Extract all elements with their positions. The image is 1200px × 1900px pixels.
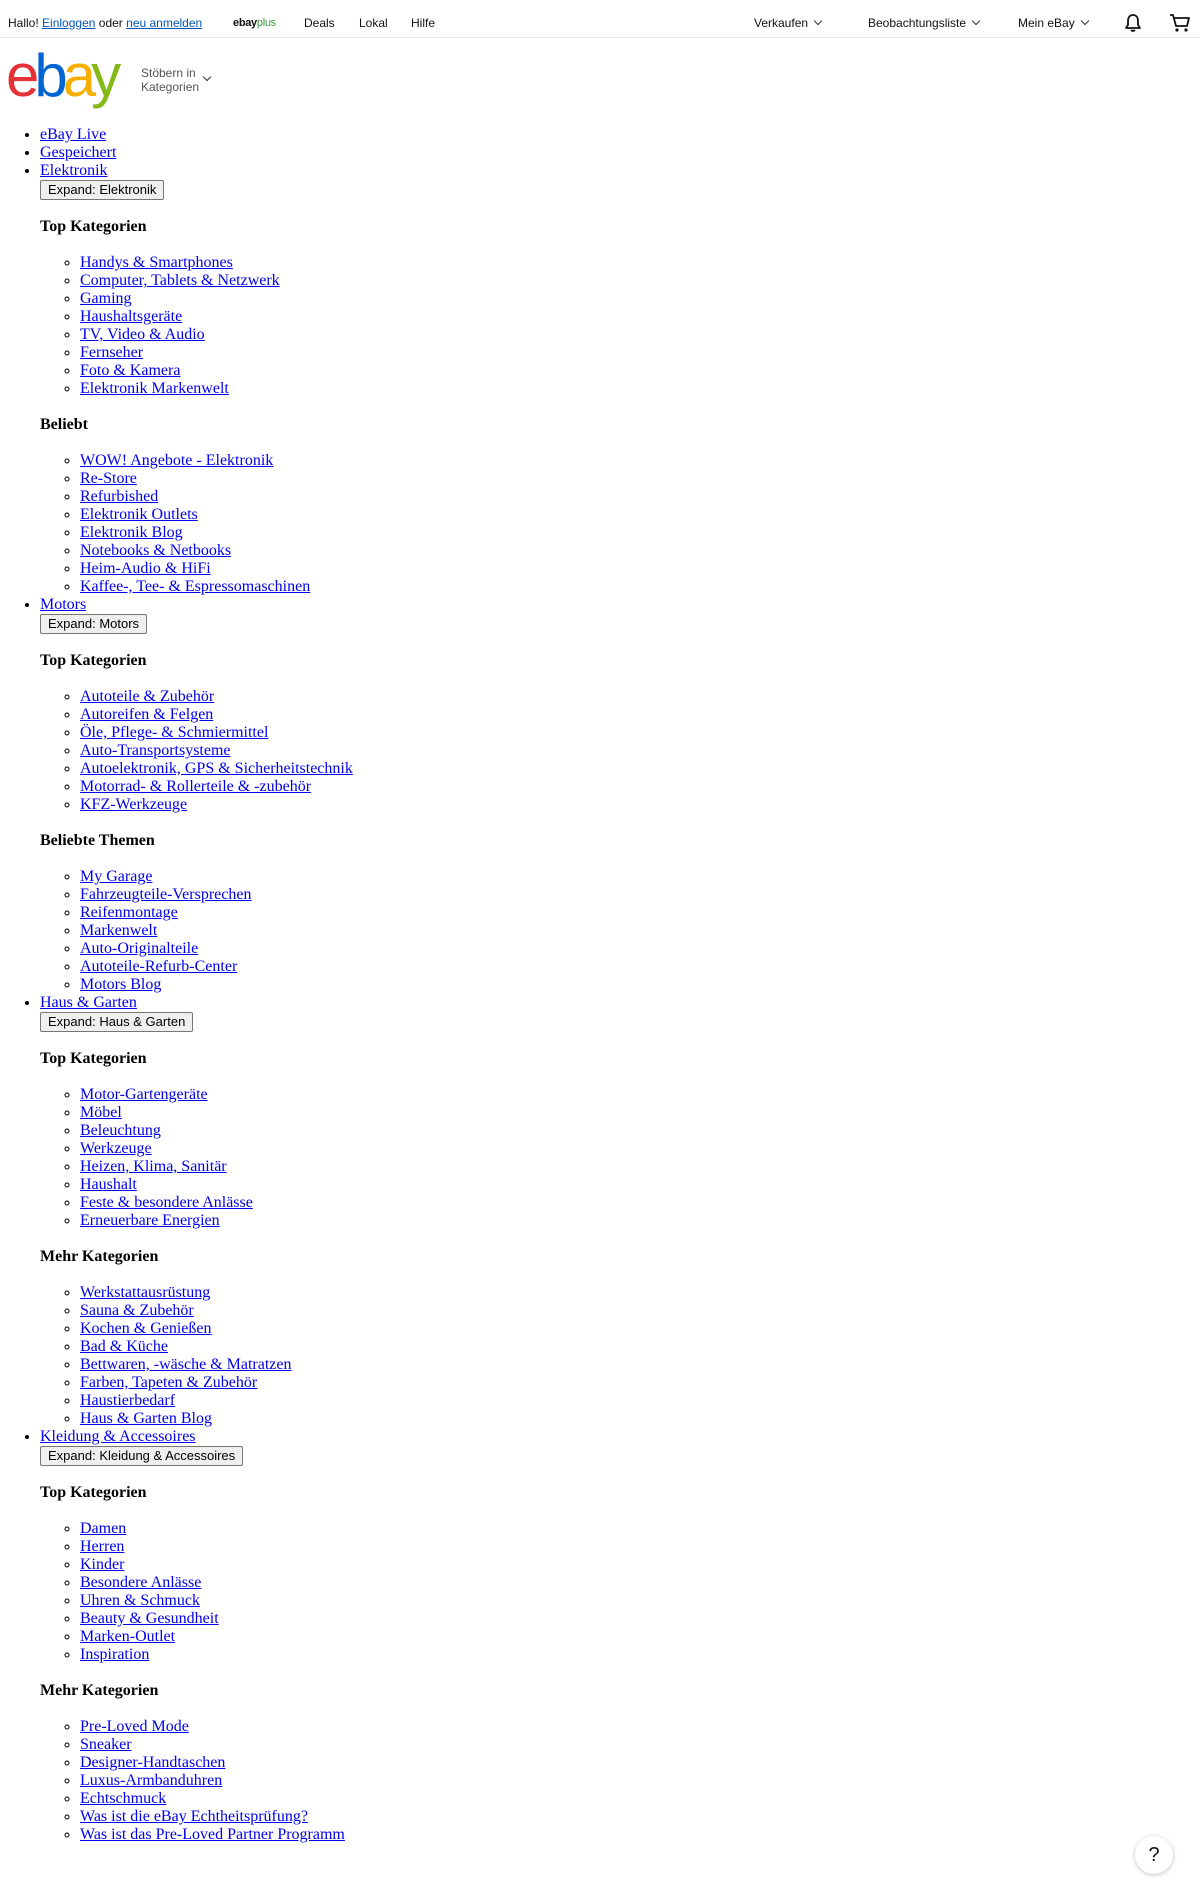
- group-heading: Top Kategorien: [40, 1484, 147, 1501]
- category-link[interactable]: Auto-Originalteile: [80, 940, 199, 957]
- browse-line1: Stöbern in: [141, 66, 196, 80]
- category-link[interactable]: Autoreifen & Felgen: [80, 706, 214, 723]
- ebay-logo[interactable]: [6, 42, 117, 109]
- category-link[interactable]: Foto & Kamera: [80, 362, 181, 379]
- category-list-item: [80, 778, 1200, 796]
- category-link[interactable]: Kaffee-, Tee- & Espressomaschinen: [80, 578, 311, 595]
- category-list-item: [80, 362, 1200, 380]
- greeting: [8, 16, 202, 30]
- expand-button[interactable]: Expand: Elektronik: [40, 180, 164, 200]
- category-list-item: [80, 1140, 1200, 1158]
- category-list-item: [80, 578, 1200, 596]
- expand-button-wrap: [40, 1446, 1200, 1466]
- chevron-down-icon: [1080, 17, 1088, 25]
- category-link[interactable]: Werkstattausrüstung: [80, 1284, 211, 1301]
- category-link[interactable]: Inspiration: [80, 1646, 150, 1663]
- logo-letter-y: y: [91, 42, 117, 109]
- expand-button-wrap: [40, 614, 1200, 634]
- category-link[interactable]: Fernseher: [80, 344, 144, 361]
- category-link[interactable]: Sauna & Zubehör: [80, 1302, 194, 1319]
- group-list: [40, 1086, 1200, 1230]
- group-list: [40, 254, 1200, 398]
- category-list-item: [80, 1538, 1200, 1556]
- browse-categories-button[interactable]: [141, 66, 199, 94]
- category-list-item: [80, 904, 1200, 922]
- group-list: [40, 1520, 1200, 1664]
- browse-line2: Kategorien: [141, 80, 200, 94]
- local-link[interactable]: Lokal: [359, 16, 388, 30]
- category-link[interactable]: Pre-Loved Mode: [80, 1718, 189, 1735]
- group-list: [40, 1284, 1200, 1428]
- category-list-item: [80, 326, 1200, 344]
- category-list-item: [80, 1556, 1200, 1574]
- category-link[interactable]: Farben, Tapeten & Zubehör: [80, 1374, 258, 1391]
- category-link[interactable]: My Garage: [80, 868, 153, 885]
- category-link[interactable]: Elektronik Markenwelt: [80, 380, 229, 397]
- category-list-item: [80, 1338, 1200, 1356]
- group-heading: Beliebte Themen: [40, 832, 155, 849]
- nav-link-ebay-live[interactable]: eBay Live: [40, 126, 107, 143]
- category-link[interactable]: Öle, Pflege- & Schmiermittel: [80, 724, 269, 741]
- category-list-item: [80, 1104, 1200, 1122]
- cart-icon[interactable]: [1169, 13, 1191, 36]
- category-link[interactable]: Designer-Handtaschen: [80, 1754, 226, 1771]
- category-link[interactable]: Besondere Anlässe: [80, 1574, 202, 1591]
- category-link[interactable]: Beauty & Gesundheit: [80, 1610, 219, 1627]
- greeting-text: Hallo!: [8, 16, 39, 30]
- category-list-item: [80, 958, 1200, 976]
- category-link[interactable]: Feste & besondere Anlässe: [80, 1194, 253, 1211]
- category-list-item: [80, 1176, 1200, 1194]
- category-link[interactable]: Heim-Audio & HiFi: [80, 560, 211, 577]
- chevron-down-icon: [972, 17, 980, 25]
- category-link[interactable]: Was ist die eBay Echtheitsprüfung?: [80, 1808, 308, 1825]
- category-link[interactable]: Marken-Outlet: [80, 1628, 176, 1645]
- my-ebay-menu[interactable]: [1018, 16, 1088, 30]
- category-link[interactable]: Möbel: [80, 1104, 122, 1121]
- category-link[interactable]: Computer, Tablets & Netzwerk: [80, 272, 280, 289]
- expand-button[interactable]: Expand: Haus & Garten: [40, 1012, 193, 1032]
- category-list-item: [80, 1628, 1200, 1646]
- nav-section-link[interactable]: Motors: [40, 596, 87, 613]
- expand-button-wrap: [40, 180, 1200, 200]
- my-ebay-label: Mein eBay: [1018, 16, 1075, 30]
- nav-section: [40, 1428, 1200, 1844]
- category-link[interactable]: Motorrad- & Rollerteile & -zubehör: [80, 778, 312, 795]
- category-link[interactable]: Kinder: [80, 1556, 125, 1573]
- nav-section-link[interactable]: Kleidung & Accessoires: [40, 1428, 196, 1445]
- group-list: [40, 1718, 1200, 1844]
- category-list-item: [80, 524, 1200, 542]
- nav-section-link[interactable]: Haus & Garten: [40, 994, 137, 1011]
- category-list-item: [80, 380, 1200, 398]
- category-list-item: [80, 1610, 1200, 1628]
- category-link[interactable]: Elektronik Blog: [80, 524, 183, 541]
- category-link[interactable]: Autoteile & Zubehör: [80, 688, 215, 705]
- category-link[interactable]: Auto-Transportsysteme: [80, 742, 231, 759]
- category-list-item: [80, 1302, 1200, 1320]
- category-list-item: [80, 506, 1200, 524]
- register-link[interactable]: neu anmelden: [126, 16, 203, 30]
- group-heading: Mehr Kategorien: [40, 1682, 159, 1699]
- group-list: [40, 452, 1200, 596]
- category-link[interactable]: Heizen, Klima, Sanitär: [80, 1158, 227, 1175]
- category-link[interactable]: Luxus-Armbanduhren: [80, 1772, 223, 1789]
- group-heading: Top Kategorien: [40, 218, 147, 235]
- nav-item-saved: [40, 144, 1200, 162]
- category-list-item: [80, 1284, 1200, 1302]
- category-link[interactable]: Bettwaren, -wäsche & Matratzen: [80, 1356, 292, 1373]
- category-link[interactable]: Was ist das Pre-Loved Partner Programm: [80, 1826, 345, 1843]
- help-link[interactable]: Hilfe: [411, 16, 436, 30]
- category-link[interactable]: Autoelektronik, GPS & Sicherheitstechnik: [80, 760, 353, 777]
- category-list-item: [80, 1736, 1200, 1754]
- category-link[interactable]: Re-Store: [80, 470, 137, 487]
- category-list-item: [80, 1520, 1200, 1538]
- category-link[interactable]: Erneuerbare Energien: [80, 1212, 220, 1229]
- category-list-item: [80, 1320, 1200, 1338]
- category-list-item: [80, 560, 1200, 578]
- category-list-item: [80, 868, 1200, 886]
- category-link[interactable]: Herren: [80, 1538, 125, 1555]
- nav-item-ebay-live: [40, 126, 1200, 144]
- category-link[interactable]: Gaming: [80, 290, 132, 307]
- category-list-item: [80, 886, 1200, 904]
- category-list-item: [80, 922, 1200, 940]
- expand-button[interactable]: Expand: Kleidung & Accessoires: [40, 1446, 243, 1466]
- category-list-item: [80, 1574, 1200, 1592]
- chevron-down-icon: [203, 73, 211, 81]
- category-list-item: [80, 760, 1200, 778]
- category-list-item: [80, 1410, 1200, 1428]
- category-link[interactable]: KFZ-Werkzeuge: [80, 796, 188, 813]
- category-list-item: [80, 1086, 1200, 1104]
- logo-letter-b: b: [34, 42, 63, 109]
- category-link[interactable]: Autoteile-Refurb-Center: [80, 958, 238, 975]
- nav-list: [0, 126, 1200, 162]
- category-list-item: [80, 1392, 1200, 1410]
- category-list-item: [80, 796, 1200, 814]
- group-heading: Top Kategorien: [40, 1050, 147, 1067]
- category-link[interactable]: Haus & Garten Blog: [80, 1410, 212, 1427]
- category-link[interactable]: Bad & Küche: [80, 1338, 168, 1355]
- category-navigation: [0, 126, 1200, 1844]
- or-text: oder: [98, 16, 123, 30]
- category-link[interactable]: Echtschmuck: [80, 1790, 167, 1807]
- category-list-item: [80, 1592, 1200, 1610]
- category-list-item: [80, 1194, 1200, 1212]
- group-list: [40, 688, 1200, 814]
- category-list-item: [80, 1790, 1200, 1808]
- nav-section-link[interactable]: Elektronik: [40, 162, 108, 179]
- group-heading: Top Kategorien: [40, 652, 147, 669]
- ebay-plus-plus: plus: [256, 17, 276, 29]
- category-list-item: [80, 254, 1200, 272]
- top-utility-bar: [0, 0, 1200, 38]
- category-link[interactable]: Sneaker: [80, 1736, 132, 1753]
- category-list-item: [80, 1158, 1200, 1176]
- category-link[interactable]: Elektronik Outlets: [80, 506, 198, 523]
- logo-letter-a: a: [62, 42, 92, 109]
- category-list-item: [80, 1772, 1200, 1790]
- category-list-item: [80, 1374, 1200, 1392]
- category-link[interactable]: Uhren & Schmuck: [80, 1592, 200, 1609]
- group-heading: Beliebt: [40, 416, 88, 433]
- bell-icon[interactable]: [1123, 13, 1143, 36]
- category-link[interactable]: Haushalt: [80, 1176, 137, 1193]
- category-link[interactable]: Fahrzeugteile-Versprechen: [80, 886, 252, 903]
- category-list-item: [80, 1826, 1200, 1844]
- category-list-item: [80, 272, 1200, 290]
- category-link[interactable]: Motor-Gartengeräte: [80, 1086, 208, 1103]
- nav-sections: [0, 162, 1200, 1844]
- nav-section: [40, 596, 1200, 994]
- group-list: [40, 868, 1200, 994]
- category-list-item: [80, 308, 1200, 326]
- category-list-item: [80, 724, 1200, 742]
- category-link[interactable]: Kochen & Genießen: [80, 1320, 212, 1337]
- category-list-item: [80, 1808, 1200, 1826]
- logo-letter-e: e: [6, 42, 35, 109]
- category-list-item: [80, 488, 1200, 506]
- category-list-item: [80, 1356, 1200, 1374]
- category-list-item: [80, 1718, 1200, 1736]
- chevron-down-icon: [814, 17, 822, 25]
- category-link[interactable]: Damen: [80, 1520, 127, 1537]
- watchlist-label: Beobachtungsliste: [868, 16, 967, 30]
- category-link[interactable]: Reifenmontage: [80, 904, 178, 921]
- category-list-item: [80, 976, 1200, 994]
- group-heading: Mehr Kategorien: [40, 1248, 159, 1265]
- category-list-item: [80, 742, 1200, 760]
- category-link[interactable]: Markenwelt: [80, 922, 158, 939]
- category-list-item: [80, 452, 1200, 470]
- category-list-item: [80, 290, 1200, 308]
- category-link[interactable]: TV, Video & Audio: [80, 326, 205, 343]
- category-link[interactable]: Werkzeuge: [80, 1140, 152, 1157]
- expand-button-wrap: [40, 1012, 1200, 1032]
- ebay-plus-ebay: ebay: [233, 17, 257, 29]
- sell-menu[interactable]: [754, 16, 821, 30]
- signin-link[interactable]: Einloggen: [42, 16, 96, 30]
- nav-link-saved[interactable]: Gespeichert: [40, 144, 117, 161]
- category-link[interactable]: Beleuchtung: [80, 1122, 161, 1139]
- category-link[interactable]: Motors Blog: [80, 976, 162, 993]
- category-link[interactable]: Handys & Smartphones: [80, 254, 233, 271]
- nav-section: [40, 162, 1200, 596]
- category-list-item: [80, 706, 1200, 724]
- category-list-item: [80, 1754, 1200, 1772]
- category-link[interactable]: Refurbished: [80, 488, 159, 505]
- help-button[interactable]: ?: [1135, 1836, 1173, 1874]
- nav-section: [40, 994, 1200, 1428]
- deals-link[interactable]: Deals: [304, 16, 335, 30]
- watchlist-menu[interactable]: [868, 16, 979, 30]
- category-list-item: [80, 1646, 1200, 1664]
- category-list-item: [80, 344, 1200, 362]
- category-list-item: [80, 1122, 1200, 1140]
- category-list-item: [80, 1212, 1200, 1230]
- category-link[interactable]: Haushaltsgeräte: [80, 308, 183, 325]
- category-link[interactable]: WOW! Angebote - Elektronik: [80, 452, 274, 469]
- category-list-item: [80, 542, 1200, 560]
- ebay-plus-link[interactable]: [233, 17, 276, 29]
- sell-label: Verkaufen: [754, 16, 809, 30]
- expand-button[interactable]: Expand: Motors: [40, 614, 147, 634]
- category-link[interactable]: Haustierbedarf: [80, 1392, 176, 1409]
- category-list-item: [80, 940, 1200, 958]
- category-list-item: [80, 470, 1200, 488]
- category-link[interactable]: Notebooks & Netbooks: [80, 542, 232, 559]
- category-list-item: [80, 688, 1200, 706]
